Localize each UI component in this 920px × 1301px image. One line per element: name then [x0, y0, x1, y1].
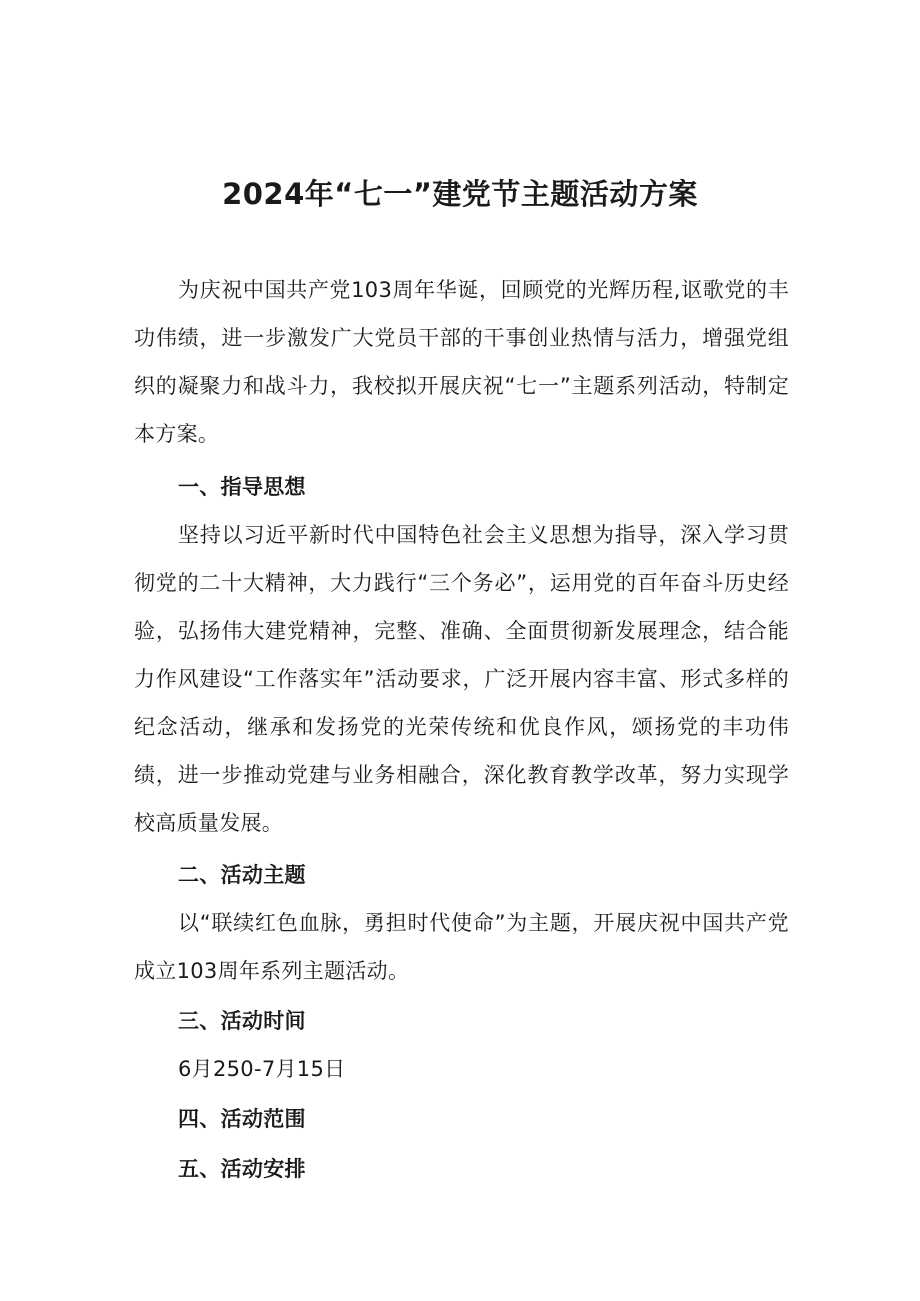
section-heading-activity-theme: 二、活动主题 [178, 863, 306, 887]
section-heading-activity-time: 三、活动时间 [178, 1009, 306, 1033]
section-body-activity-theme: 以“联续红色血脉，勇担时代使命”为主题，开展庆祝中国共产党成立103周年系列主题活动。 [134, 911, 789, 983]
section-heading-activity-scope: 四、活动范围 [178, 1107, 306, 1131]
section-body-guiding-thought: 坚持以习近平新时代中国特色社会主义思想为指导，深入学习贯彻党的二十大精神，大力践行“三个务必”，运用党的百年奋斗历史经验，弘扬伟大建党精神，完整、准确、全面贯彻新发展理念，结合能力作风建设“工作落实年”活动要求，广泛开展内容丰富、形式多样的纪念活动，继承和发扬党的光荣传统和优良作风，颂扬党的丰功伟绩，进一步推动党建与业务相融合，深化教育教学改革，努力实现学校高质量发展。 [134, 523, 789, 835]
section-body-activity-time: 6月250-7月15日 [178, 1057, 346, 1081]
section-heading-guiding-thought: 一、指导思想 [178, 475, 306, 499]
section-heading-activity-arrangement: 五、活动安排 [178, 1157, 306, 1181]
intro-paragraph: 为庆祝中国共产党103周年华诞，回顾党的光辉历程,讴歌党的丰功伟绩，进一步激发广大党员干部的干事创业热情与活力，增强党组织的凝聚力和战斗力，我校拟开展庆祝“七一”主题系列活动，特制定本方案。 [134, 278, 789, 446]
document-title: 2024年“七一”建党节主题活动方案 [222, 177, 698, 211]
